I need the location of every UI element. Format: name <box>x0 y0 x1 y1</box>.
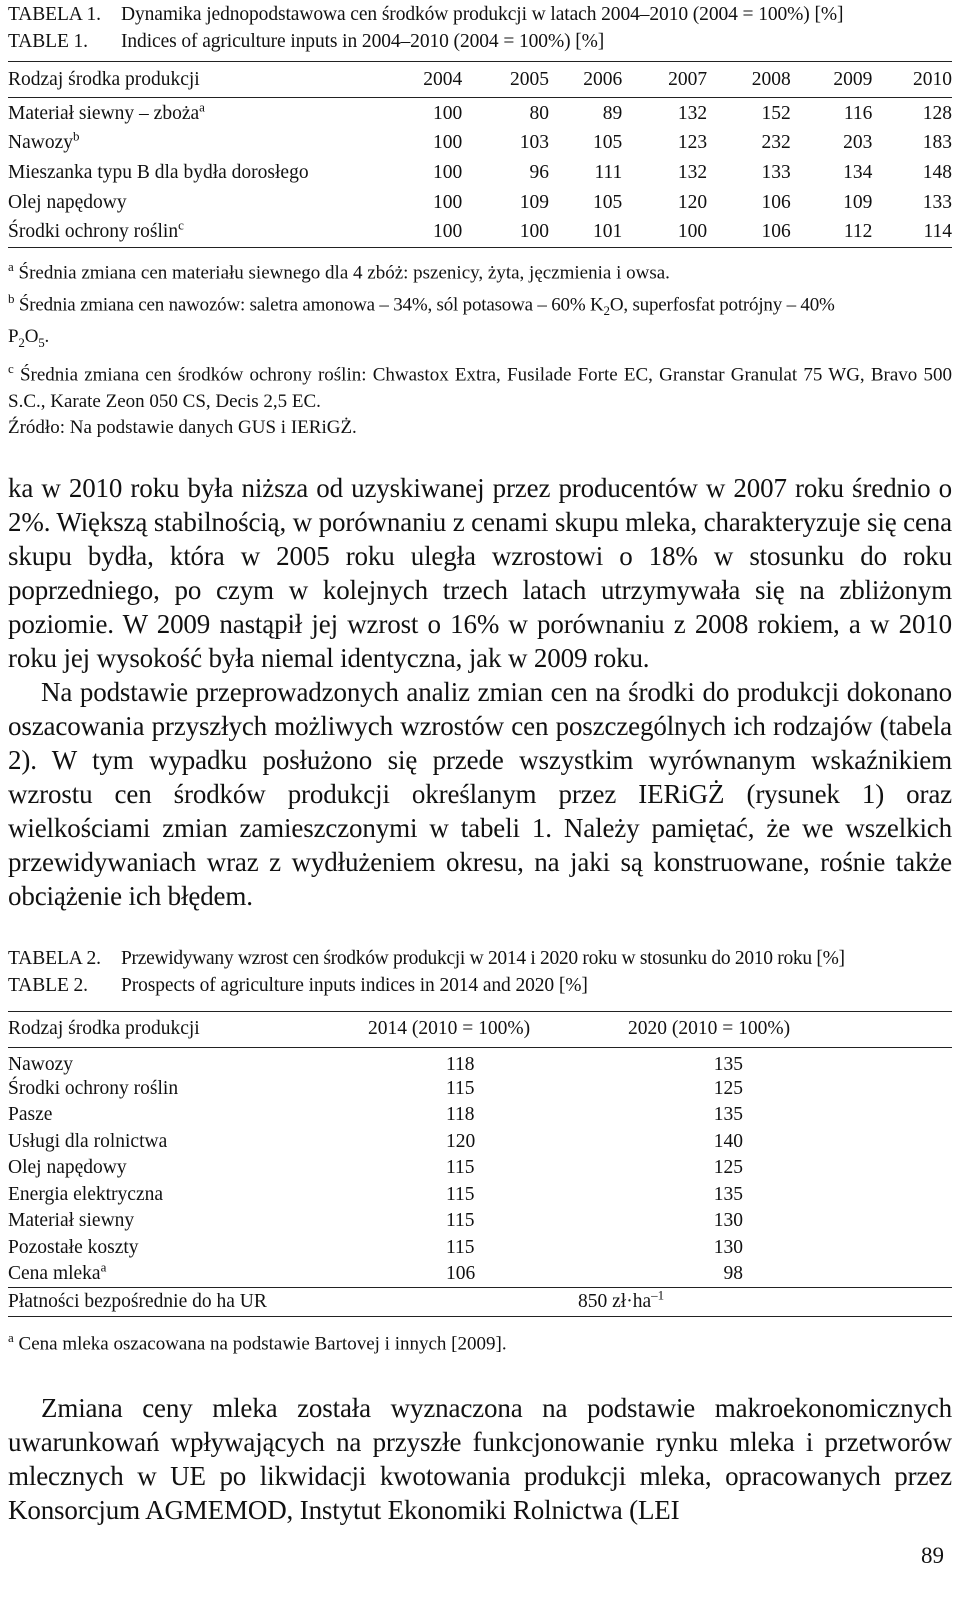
table2-caption-pl-label: TABELA 2. <box>8 947 101 969</box>
table1-caption-en-text: Indices of agriculture inputs in 2004–2010 (2004 = 100%) [%] <box>121 31 605 52</box>
row-label: Usługi dla rolnictwa <box>8 1130 168 1152</box>
table1 <box>8 61 952 248</box>
row-label: Cena mleka$^a$ <box>8 1259 107 1285</box>
row-label: Płatności bezpośrednie do ha UR <box>8 1288 368 1317</box>
row-label: Pasze <box>8 1104 53 1126</box>
table-cell: 115 <box>446 1077 475 1099</box>
table1-header-cell: 2007 <box>622 62 707 98</box>
table1-footnote-c: $^c$ Średnia zmiana cen środków ochrony roślin: Chwastox Extra, Fusilade Forte EC, Granstar Granulat 75 WG, Bravo 500 S.C., Karate Zeon 050 CS, Decis 2,5 EC. <box>8 361 952 412</box>
table2-caption <box>8 945 952 999</box>
table1-header-cell: 2010 <box>872 62 952 98</box>
table-cell: 100 <box>432 221 463 243</box>
row-label: Środki ochrony roślin <box>8 1077 179 1099</box>
table-cell: 115 <box>446 1183 475 1205</box>
row-label: Energia elektryczna <box>8 1183 164 1205</box>
table-cell: 132 <box>677 102 708 124</box>
table-cell: 135 <box>713 1104 743 1126</box>
table-row <box>8 1102 952 1129</box>
table-cell: 125 <box>713 1157 743 1179</box>
row-label: Olej napędowy <box>8 1157 127 1179</box>
table-cell: 133 <box>761 161 791 183</box>
table-cell: 96 <box>529 161 550 183</box>
table2-caption-en-label: TABLE 2. <box>8 974 88 996</box>
table-cell: 232 <box>761 131 791 153</box>
table1-caption-en-label: TABLE 1. <box>8 31 88 52</box>
table1-footnote-a: $^a$ Średnia zmiana cen materiału siewnego dla 4 zbóż: pszenicy, żyta, jęczmienia i owsa. <box>8 259 670 284</box>
table-row <box>8 1129 952 1156</box>
table-cell: 106 <box>446 1263 476 1285</box>
document-page <box>8 0 952 1602</box>
table-cell: 114 <box>923 221 952 243</box>
table-cell: 112 <box>843 221 873 243</box>
table2-header-cell: Rodzaj środka produkcji <box>8 1011 368 1047</box>
row-label: Nawozy <box>8 1053 73 1075</box>
body-text-top <box>8 471 952 913</box>
table-cell: 130 <box>713 1210 743 1232</box>
table-row <box>8 1208 952 1235</box>
table-row <box>8 158 952 188</box>
table-cell: 80 <box>529 102 550 124</box>
row-label: Materiał siewny – zboża$^a$ <box>8 99 205 124</box>
table-cell: 134 <box>843 161 873 183</box>
table-row <box>8 1261 952 1288</box>
table-row <box>8 1235 952 1262</box>
table-cell: 106 <box>761 191 791 213</box>
table1-caption-pl-text: Dynamika jednopodstawowa cen środków produkcji w latach 2004–2010 (2004 = 100%) [%] <box>121 4 844 25</box>
table1-caption <box>8 0 952 55</box>
paragraph: Na podstawie przeprowadzonych analiz zmian cen na środki do produkcji dokonano oszacowania przyszłych możliwych wzrostów cen poszczególnych ich rodzajów (tabela 2). W tym wypadku posłużono się przede wszystkim wyrównanym wskaźnikiem wzrostu cen środków produkcji określanym przez IERiGŻ (rysunek 1) oraz wielkościami zmian zamieszczonymi w tabeli 1. Należy pamiętać, że we wszelkich przewidywaniach wraz z wydłużeniem okresu, na jaki są konstruowane, rośnie także obciążenie ich błędem. <box>8 676 952 911</box>
table2-header-cell: 2020 (2010 = 100%) <box>628 1011 952 1047</box>
table-row <box>8 1155 952 1182</box>
page-number: 89 <box>921 1543 944 1568</box>
table-row-payment <box>8 1288 952 1317</box>
body-text-bottom <box>8 1391 952 1527</box>
table-cell: 89 <box>602 102 623 124</box>
table-row <box>8 1076 952 1103</box>
table1-header-cell: 2008 <box>707 62 791 98</box>
row-label: Olej napędowy <box>8 191 127 213</box>
table1-footnotes <box>8 254 952 441</box>
table-cell: 115 <box>446 1210 475 1232</box>
table1-header-cell: 2006 <box>549 62 622 98</box>
table-row <box>8 98 952 128</box>
table-cell: 120 <box>677 191 708 213</box>
table-cell: 106 <box>761 221 791 243</box>
table-row <box>8 218 952 248</box>
table-cell: 100 <box>519 221 550 243</box>
table-row <box>8 1182 952 1209</box>
table-cell: 100 <box>677 221 708 243</box>
table-row <box>8 188 952 218</box>
table-cell: 100 <box>432 191 463 213</box>
table-cell: 120 <box>446 1130 476 1152</box>
table1-header-cell: 2005 <box>462 62 549 98</box>
table-cell: 101 <box>593 221 623 243</box>
table-cell: 135 <box>713 1053 743 1075</box>
table-row <box>8 128 952 158</box>
table-cell: 140 <box>713 1130 743 1152</box>
row-label: Materiał siewny <box>8 1210 135 1232</box>
table-cell: 103 <box>519 131 550 153</box>
row-label: Nawozy$^b$ <box>8 128 80 153</box>
table2-header-row <box>8 1011 952 1047</box>
table1-footnote-b: $^b$ Średnia zmiana cen nawozów: saletra amonowa – 34%, sól potasowa – 60% $K_2O$, superfosfat potrójny – 40% $P_2O_5$. <box>8 291 835 351</box>
table2-header-cell: 2014 (2010 = 100%) <box>368 1011 628 1047</box>
table-cell: 118 <box>446 1104 475 1126</box>
table-cell: 109 <box>843 191 873 213</box>
table-cell: 115 <box>446 1236 475 1258</box>
paragraph: Zmiana ceny mleka została wyznaczona na podstawie makroekonomicznych uwarunkowań wpływających na przyszłe funkcjonowanie rynku mleka i przetworów mlecznych w UE po likwidacji kwotowania produkcji mleka, opracowanych przez Konsorcjum AGMEMOD, Instytut Ekonomiki Rolnictwa (LEI <box>8 1393 952 1526</box>
table-cell: 115 <box>446 1157 475 1179</box>
table-cell: 116 <box>843 102 873 124</box>
table2-caption-pl-text: Przewidywany wzrost cen środków produkcji w 2014 i 2020 roku w stosunku do 2010 roku [%] <box>121 947 845 969</box>
table-cell: 118 <box>446 1053 475 1075</box>
table-cell: 152 <box>761 102 791 124</box>
table-cell: 100 <box>432 131 463 153</box>
table1-header-cell: Rodzaj środka produkcji <box>8 62 395 98</box>
table2-footnote-a: $^a$ Cena mleka oszacowana na podstawie Bartovej i innych [2009]. <box>8 1330 507 1355</box>
row-label: Środki ochrony roślin$^c$ <box>8 217 184 243</box>
table-cell: 133 <box>922 191 952 213</box>
table-cell: 123 <box>677 131 708 153</box>
table2 <box>8 1011 952 1318</box>
table-cell: 100 <box>432 102 463 124</box>
table-cell: 203 <box>843 131 873 153</box>
table-cell: 128 <box>922 102 952 124</box>
table1-header-row <box>8 62 952 98</box>
table-cell: 100 <box>432 161 463 183</box>
row-label: Mieszanka typu B dla bydła dorosłego <box>8 161 309 183</box>
table-cell: 148 <box>922 161 952 183</box>
table1-header-cell: 2004 <box>395 62 462 98</box>
table-cell: 109 <box>519 191 550 213</box>
table-cell: 105 <box>593 191 623 213</box>
table-cell: 125 <box>713 1077 743 1099</box>
table-cell: 105 <box>593 131 623 153</box>
table2-footnotes <box>8 1325 952 1357</box>
table1-header-cell: 2009 <box>791 62 873 98</box>
table-row <box>8 1047 952 1076</box>
payment-value: 850 $zł\cdot ha^{-1}$ <box>368 1288 952 1317</box>
row-label: Pozostałe koszty <box>8 1236 139 1258</box>
paragraph: ka w 2010 roku była niższa od uzyskiwanej przez producentów w 2007 roku średnio o 2%. Większą stabilnością, w porównaniu z cenami skupu mleka, charakteryzuje się cena skupu bydła, która w 2005 roku uległa wzrostowi o 18% w stosunku do roku poprzedniego, po czym w kolejnych trzech latach utrzymywała się na zbliżonym poziomie. W 2009 nastąpił jej wzrost o 16% w porównaniu z 2008 rokiem, a w 2010 roku jej wysokość była niemal identyczna, jak w 2009 roku. <box>8 472 952 673</box>
table-cell: 132 <box>677 161 708 183</box>
table-cell: 111 <box>594 161 623 183</box>
table-cell: 183 <box>922 131 952 153</box>
table-cell: 135 <box>713 1183 743 1205</box>
table2-caption-en-text: Prospects of agriculture inputs indices in 2014 and 2020 [%] <box>121 974 588 996</box>
table-cell: 130 <box>713 1236 743 1258</box>
table-cell: 98 <box>723 1263 743 1285</box>
table1-caption-pl-label: TABELA 1. <box>8 4 101 25</box>
table1-source: Źródło: Na podstawie danych GUS i IERiGŻ. <box>8 416 357 438</box>
